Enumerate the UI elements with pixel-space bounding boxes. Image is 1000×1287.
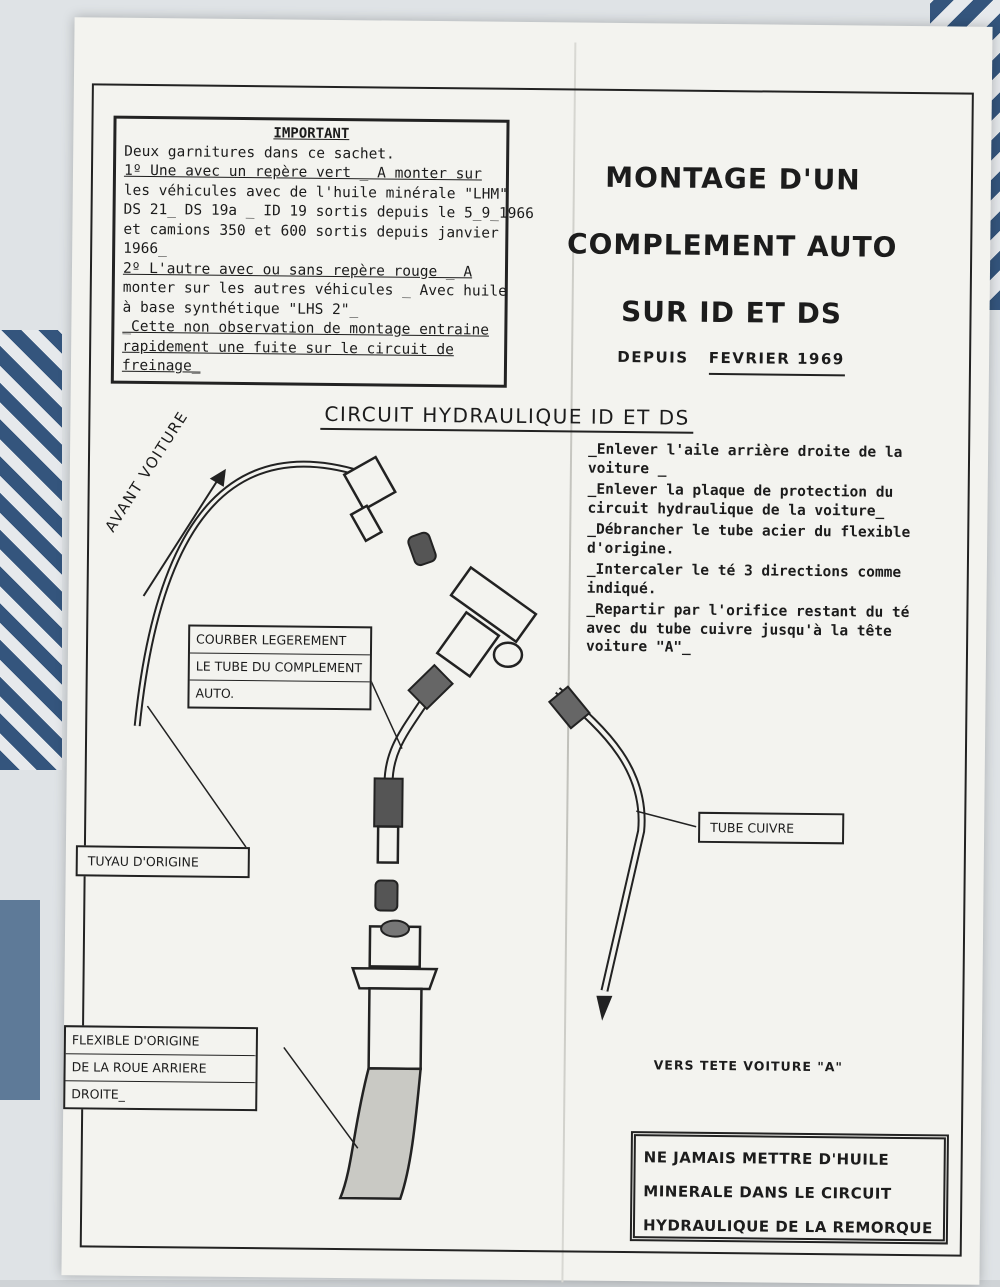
page-frame (71, 83, 974, 1256)
important-line: Deux garnitures dans ce sachet. (124, 143, 395, 163)
courber-label (187, 624, 372, 710)
up-arrow (210, 469, 226, 487)
copper-tube (554, 690, 643, 991)
instruction-item: _Débrancher le tube acier du flexible d'origine. (586, 521, 911, 558)
label-row: FLEXIBLE D'ORIGINE (66, 1027, 256, 1056)
tee-fitting (437, 567, 536, 677)
avant-voiture-label: AVANT VOITURE (101, 407, 192, 536)
important-line: 2º L'autre avec ou sans repère rouge _ A (122, 260, 473, 280)
important-line: 1966_ (123, 240, 167, 258)
down-arrow (596, 996, 612, 1021)
tuyau-origine-label: TUYAU D'ORIGINE (76, 845, 250, 878)
flexible-hose (340, 920, 437, 1199)
important-line: freinage_ (121, 357, 201, 375)
title-line: MONTAGE D'UN (605, 160, 861, 197)
title-line: SUR ID ET DS (620, 294, 843, 331)
instruction-item: _Enlever l'aile arrière droite de la voiture _ (587, 441, 903, 477)
date-prefix: DEPUIS (617, 347, 689, 367)
vers-tete-label: VERS TETE VOITURE "A" (653, 1057, 844, 1075)
tube-cuivre-label: TUBE CUIVRE (698, 812, 844, 845)
important-line: 1º Une avec un repère vert _ A monter sur (123, 162, 482, 183)
important-title: IMPORTANT (273, 125, 350, 143)
top-fitting (343, 457, 438, 567)
instruction-item: _Intercaler le té 3 directions comme indiqué. (586, 561, 902, 597)
background-tile-pattern (0, 900, 40, 1100)
flexible-label (63, 1025, 258, 1111)
circuit-title: CIRCUIT HYDRAULIQUE ID ET DS (320, 402, 694, 434)
label-row: DE LA ROUE ARRIERE (65, 1054, 255, 1083)
instruction-item: _Enlever la plaque de protection du circuit hydraulique de la voiture_ (587, 481, 894, 520)
important-line: monter sur les autres véhicules _ Avec huile (122, 279, 507, 300)
warning-line: HYDRAULIQUE DE LA REMORQUE (642, 1216, 933, 1238)
warning-box (630, 1131, 949, 1244)
important-line: _Cette non observation de montage entraine (122, 318, 490, 339)
important-line: et camions 350 et 600 sortis depuis janvier (123, 221, 499, 242)
instruction-sheet (61, 17, 992, 1285)
label-row: COURBER LEGEREMENT (190, 626, 370, 655)
label-row: DROITE_ (71, 1086, 126, 1102)
warning-line: NE JAMAIS METTRE D'HUILE (643, 1148, 890, 1169)
important-line: DS 21_ DS 19a _ ID 19 sortis depuis le 5_9_1966 (123, 201, 534, 223)
title-line: COMPLEMENT AUTO (566, 227, 898, 264)
date-value: FEVRIER 1969 (709, 349, 845, 376)
instruction-item: _Repartir par l'orifice restant du té avec du tube cuivre jusqu'à la tête voiture "A"_ (585, 601, 910, 656)
label-row: LE TUBE DU COMPLEMENT (190, 653, 370, 682)
important-line: à base synthétique "LHS 2"_ (122, 299, 359, 318)
label-row: AUTO. (195, 685, 235, 701)
background-tile-pattern (0, 330, 62, 770)
warning-line: MINERALE DANS LE CIRCUIT (643, 1182, 892, 1203)
important-line: les véhicules avec de l'huile minérale "LHM" (123, 182, 508, 203)
important-line: rapidement une fuite sur le circuit de (122, 338, 454, 358)
